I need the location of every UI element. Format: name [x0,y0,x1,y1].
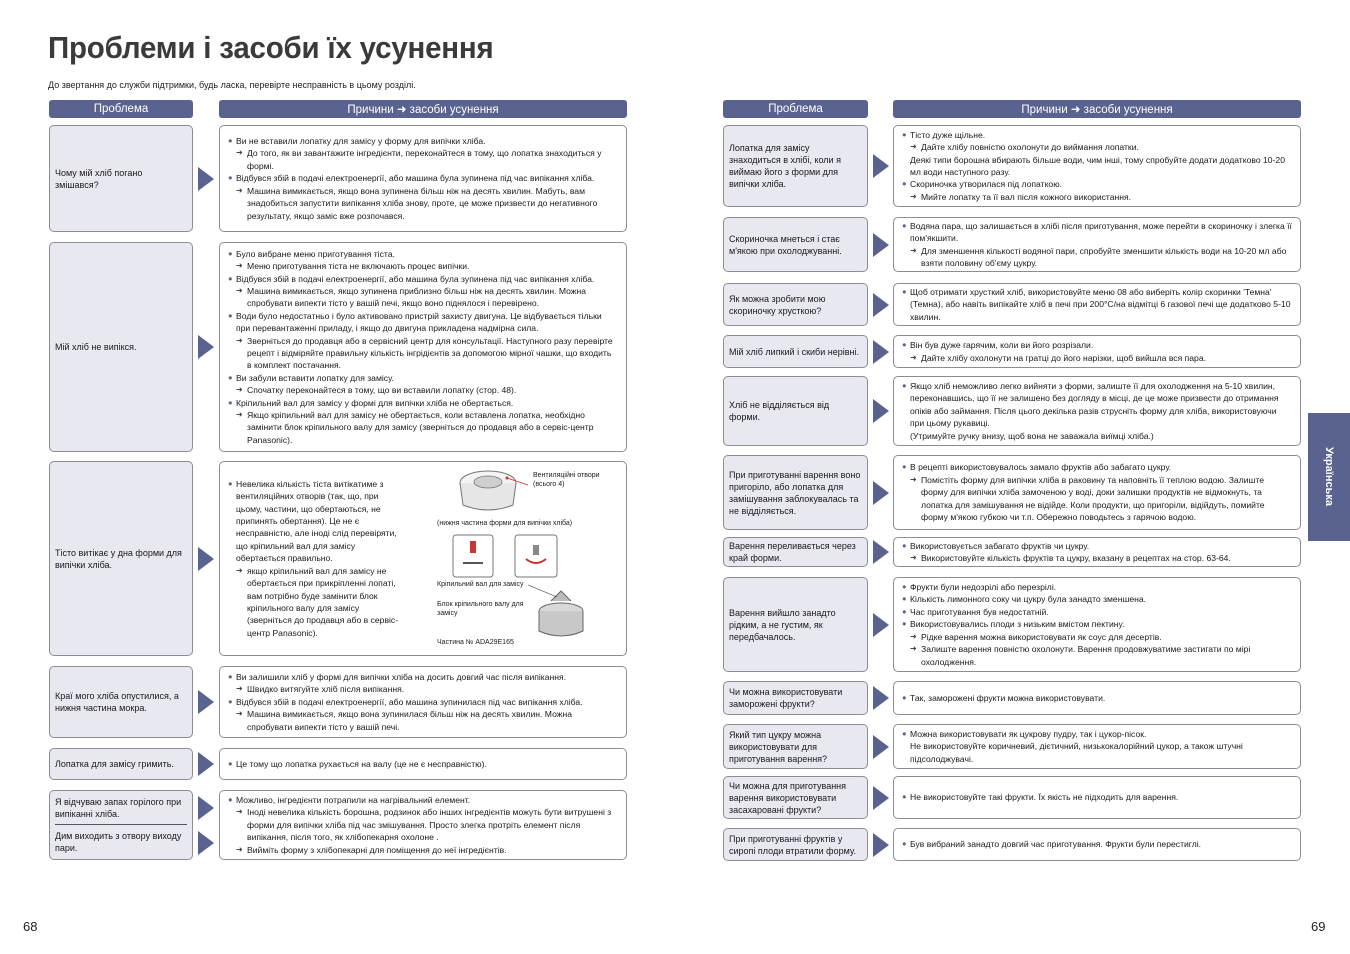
arrow-icon [198,690,214,714]
arrow-icon [198,335,214,359]
page-number-left: 68 [23,919,38,934]
cause-item: ● Ви забули вставити лопатку для замісу. [228,372,618,384]
right-problem-7 [723,537,868,567]
cause-item: ● Використовувались плоди з низьким вмістом пектину. [902,618,1292,630]
right-solution-3 [893,283,1301,326]
arrow-icon [198,831,214,855]
problem-text: Як можна зробити мою скориночку хрусткою? [729,293,826,316]
page-title: Проблеми і засоби їх усунення [48,30,494,65]
page-number-right: 69 [1311,919,1326,934]
header-problem-left: Проблема [49,100,193,118]
remedy-item: ➜ Дайте хлібу повністю охолонути до виймання лопатки. [902,141,1292,153]
problem-divider [55,824,187,825]
bread-pan-figure [433,463,623,653]
cause-item: ● Кріпильний вал для замісу у формі для випічки хліба не обертається. [228,397,618,409]
arrow-icon [873,540,889,564]
cause-item: ● Так, заморожені фрукти можна використовувати. [902,692,1292,704]
header-problem-right: Проблема [723,100,868,118]
arrow-icon [198,796,214,820]
left-problem-6 [49,790,193,860]
right-problem-2 [723,217,868,272]
cause-item: ● Можливо, інгредієнти потрапили на нагрівальний елемент. [228,794,618,806]
cause-item: ● Якщо хліб неможливо легко вийняти з форми, залиште її для охолодження на 5-10 хвилин, переконавшись, що її не залишено без догляду в місці, де це може призвести до отримання опіків або займання. Після цього декілька разів струсніть форму для хліба, використовуючи при цьому рукавиці. [902,380,1292,430]
problem-text: Лопатка для замісу гримить. [55,759,174,769]
problem-text: При приготуванні варення воно пригоріло, або лопатка для замішування заблокувалась та не відділяється. [729,469,861,516]
left-problem-2 [49,242,193,452]
arrow-icon [873,340,889,364]
language-side-tab-label: Українська [1323,447,1335,507]
remedy-item: ➜ Якщо кріпильний вал для замісу не обертається, коли вставлена лопатка, необхідно замінити блок кріпильного валу для замісу (зверніться до продавця або в сервіс-центр Panasonic). [228,409,618,446]
remedy-item: ➜ Спочатку переконайтеся в тому, що ви вставили лопатку (стор. 48). [228,384,618,396]
cause-item: ● Не використовуйте такі фрукти. Їх якість не підходить для варення. [902,791,1292,803]
header-causes-right: Причини ➜ засоби усунення [893,100,1301,118]
cause-item: ● Було вибране меню приготування тіста. [228,248,618,260]
arrow-icon [873,786,889,810]
cause-item: ● Водяна пара, що залишається в хлібі після приготування, може перейти в скориночку і злегка її пом'якшити. [902,220,1292,245]
right-problem-1 [723,125,868,207]
left-solution-5 [219,748,627,780]
intro-text: До звертання до служби підтримки, будь ласка, перевірте несправність в цьому розділі. [48,80,416,90]
right-solution-11 [893,776,1301,819]
cause-item: ● Це тому що лопатка рухається на валу (це не є несправністю). [228,758,618,770]
arrow-icon [873,293,889,317]
arrow-icon [873,233,889,257]
arrow-icon [873,613,889,637]
arrow-icon [198,547,214,571]
figure-bottom-label: (нижня частина форми для випічки хліба) [437,520,573,527]
remedy-item: ➜ Дайте хлібу охолонути на гратці до його нарізки, щоб вийшла вся пара. [902,352,1292,364]
language-side-tab [1308,413,1350,541]
remedy-item: ➜ До того, як ви завантажите інгредієнти, переконайтеся в тому, що лопатка знаходиться у формі. [228,147,618,172]
shaft-right [533,545,539,555]
remedy-item: ➜ Меню приготування тіста не включають процес випічки. [228,260,618,272]
problem-text: Чи можна використовувати заморожені фрукти? [729,687,843,709]
cause-item: ● Води було недостатньо і було активовано пристрій захисту двигуна. Це відбувається тільки при перевантаженні приладу, і якщо до двигуна прикладена надмірна сила. [228,310,618,335]
left-problem-3 [49,461,193,656]
problem-text: Мій хліб не випікся. [55,342,137,352]
arrow-icon [873,154,889,178]
cause-item: ● Кількість лимонного соку чи цукру була занадто зменшена. [902,593,1292,605]
problem-text: При приготуванні фруктів у сиропі плоди втратили форму. [729,833,856,856]
cause-item: ● Щоб отримати хрусткий хліб, використовуйте меню 08 або виберіть колір скоринки 'Темна' (Темна), або навіть випікайте хліб в печі при 200°С/на відмітці 6 газової печі ще додатково 5-10 хвилин. [902,286,1292,323]
cause-item: ● Відбувся збій в подачі електроенергії, або машина була зупинена під час випікання хліба. [228,172,618,184]
right-problem-5 [723,376,868,446]
note-item: (Утримуйте ручку внизу, щоб вона не заважала виїмці хліба.) [910,430,1154,441]
left-solution-4 [219,666,627,738]
cause-item: ● Відбувся збій в подачі електроенергії, або машина зупинилася під час випікання хліба. [228,696,618,708]
pan-shaft-top [474,476,502,488]
problem-text: Мій хліб липкий і скиби нерівні. [729,346,859,357]
shaft-block-body [539,611,583,636]
arrow-icon [873,735,889,759]
bread-pan-diagram [433,463,623,653]
left-solution-1 [219,125,627,232]
cause-item: ● Ви не вставили лопатку для замісу у форму для випічки хліба. [228,135,618,147]
remedy-item: ➜ Помістіть форму для випічки хліба в раковину та наповніть її теплою водою. Залиште форму для випічки хліба замоченою у воді, доки залишки продуктів не відмокнуть, та лопатка для замішування не відійде. Коли продукти, що пригоріли, відійдуть, помийте форму м'якою губкою чи т.п. Обережно поводьтесь з гарячою водою. [902,474,1292,524]
problem-text: Варення вийшло занадто рідким, а не густим, як передбачалось. [729,607,836,642]
remedy-item: ➜ якщо кріпильний вал для замісу не обертається при прикріпленні лопаті, вам потрібно буде замінити блок кріпильного валу для замісу (зверніться до продавця або в сервіс-центр Panasonic). [228,565,406,639]
problem-text: Варення переливається через край форми. [729,541,856,563]
cause-item: ● Був вибраний занадто довгий час приготування. Фрукти були перестиглі. [902,838,1292,850]
problem-text: Чому мій хліб погано змішався? [55,167,143,190]
problem-text: Скориночка мнеться і стає м'якою при охолоджуванні. [729,233,842,256]
cause-item: ● В рецепті використовувалось замало фруктів або забагато цукру. [902,461,1292,473]
right-solution-2 [893,217,1301,272]
remedy-item: ➜ Машина вимикається, якщо вона зупинена більш ніж на десять хвилин. Мабуть, вам знадобиться запустити випікання хліба знову, проте, це може призвести до негативного результату, якщо заміс вже розпочався. [228,185,618,222]
left-solution-2 [219,242,627,452]
note-item: Деякі типи борошна вбирають більше води, чим інші, тому спробуйте додати додатково 10-20 мл води наступного разу. [910,154,1285,177]
right-problem-3 [723,283,868,326]
arrow-icon [198,752,214,776]
problem-text: Який тип цукру можна використовувати для приготування варення? [729,729,828,764]
left-problem-5 [49,748,193,780]
left-problem-1 [49,125,193,232]
right-problem-11 [723,776,868,819]
remedy-item: ➜ Зверніться до продавця або в сервісний центр для консультації. Наступного разу перевірте рецепт і відміряйте правильну кількість інгрідієнтів за допомогою мірної чашки, що входить в комплект постачання. [228,335,618,372]
arrow-icon [873,686,889,710]
cause-item: ● Відбувся збій в подачі електроенергії, або машина була зупинена під час випікання хліба. [228,273,618,285]
problem-text-2: Дим виходить з отвору виходу пари. [55,831,182,854]
remedy-item: ➜ Машина вимикається, якщо вона зупинилася більш ніж на десять хвилин. Можна спробувати випекти тісто у вашій печі. [228,708,618,733]
remedy-item: ➜ Мийте лопатку та її вал після кожного використання. [902,191,1292,203]
problem-text: Лопатка для замісу знаходиться в хлібі, коли я виймаю його з форми для випічки хліба. [729,143,841,189]
cause-item: ● Використовується забагато фруктів чи цукру. [902,540,1292,552]
right-problem-8 [723,577,868,672]
right-problem-10 [723,724,868,769]
right-solution-7 [893,537,1301,567]
right-solution-4 [893,335,1301,368]
right-problem-4 [723,335,868,368]
cause-item: ● Фрукти були недозрілі або перезрілі. [902,581,1292,593]
figure-vent-label: Вентиляційні отвори (всього 4) [533,472,600,488]
right-solution-1 [893,125,1301,207]
figure-shaft-label: Кріпильний вал для замісу [437,581,524,588]
right-solution-10 [893,724,1301,769]
figure-block-label: Блок кріпильного валу для замісу [437,601,524,617]
right-solution-12 [893,828,1301,861]
cause-item: ● Невелика кількість тіста витікатиме з вентиляційних отворів (так, що, при цьому, частини, що обертаються, не припинять обертання). Це не є несправністю, але іноді слід перевіряти, що кріпильний вал для замісу обертається правильно. [228,478,406,565]
vent-pointer-dot [506,477,509,480]
problem-text: Тісто витікає у дна форми для випічки хліба. [55,547,182,570]
remedy-item: ➜ Машина вимикається, якщо зупинена приблизно більш ніж на десять хвилин. Можна спробувати випекти тісто у вашій печі, якщо воно піднялося і перевірено. [228,285,618,310]
remedy-item: ➜ Швидко витягуйте хліб після випікання. [228,683,618,695]
right-problem-6 [723,455,868,530]
header-causes-left: Причини ➜ засоби усунення [219,100,627,118]
figure-part-label: Частина № ADA29E165 [437,639,514,646]
remedy-item: ➜ Іноді невелика кількість борошна, родзинок або інших інгредієнтів можуть бути витрушені з форми для випічки хліба під час змішування. Просто злегка протріть елемент після випікання, після того, як хлібопекарня охолоне . [228,806,618,843]
left-problem-4 [49,666,193,738]
cause-item: ● Ви залишили хліб у формі для випічки хліба на досить довгий час після випікання. [228,671,618,683]
cause-item: ● Скориночка утворилася під лопаткою. [902,178,1292,190]
cause-item: ● Час приготування був недостатній. [902,606,1292,618]
right-solution-9 [893,681,1301,715]
note-item: Не використовуйте коричневий, дієтичний, низькокалорійний цукор, а також штучні підсолоджувачі. [910,741,1243,764]
cause-item: ● Він був дуже гарячим, коли ви його розрізали. [902,339,1292,351]
pan-side-view-right [515,535,557,577]
arrow-icon [873,399,889,423]
left-solution-6 [219,790,627,860]
arrow-icon [873,833,889,857]
shaft-highlight-left [470,541,476,553]
problem-text: Чи можна для приготування варення використовувати засахаровані фрукти? [729,780,847,815]
cause-item: ● Тісто дуже щільне. [902,129,1292,141]
problem-text: Краї мого хліба опустилися, а нижня частина мокра. [55,691,179,713]
remedy-item: ➜ Рідке варення можна використовувати як соус для десертів. [902,631,1292,643]
right-solution-8 [893,577,1301,672]
remedy-item: ➜ Вийміть форму з хлібопекарні для поміщення до неї інгредієнтів. [228,844,618,856]
right-problem-9 [723,681,868,715]
arrow-icon [198,167,214,191]
right-problem-12 [723,828,868,861]
problem-text: Хліб не відділяється від форми. [729,400,830,422]
remedy-item: ➜ Для зменшення кількості водяної пари, спробуйте зменшити кількість води на 10-20 мл або взяти половину об'єму цукру. [902,245,1292,270]
right-solution-5 [893,376,1301,446]
problem-text: Я відчуваю запах горілого при випіканні хліба. [55,796,182,819]
remedy-item: ➜ Використовуйте кількість фруктів та цукру, вказану в рецептах на стор. 63-64. [902,552,1292,564]
right-solution-6 [893,455,1301,530]
remedy-item: ➜ Залиште варення повністю охолонути. Варення продовжуватиме застигати по мірі охолодження. [902,643,1292,668]
arrow-icon [873,481,889,505]
cause-item: ● Можна використовувати як цукрову пудру, так і цукор-пісок. [902,728,1292,740]
